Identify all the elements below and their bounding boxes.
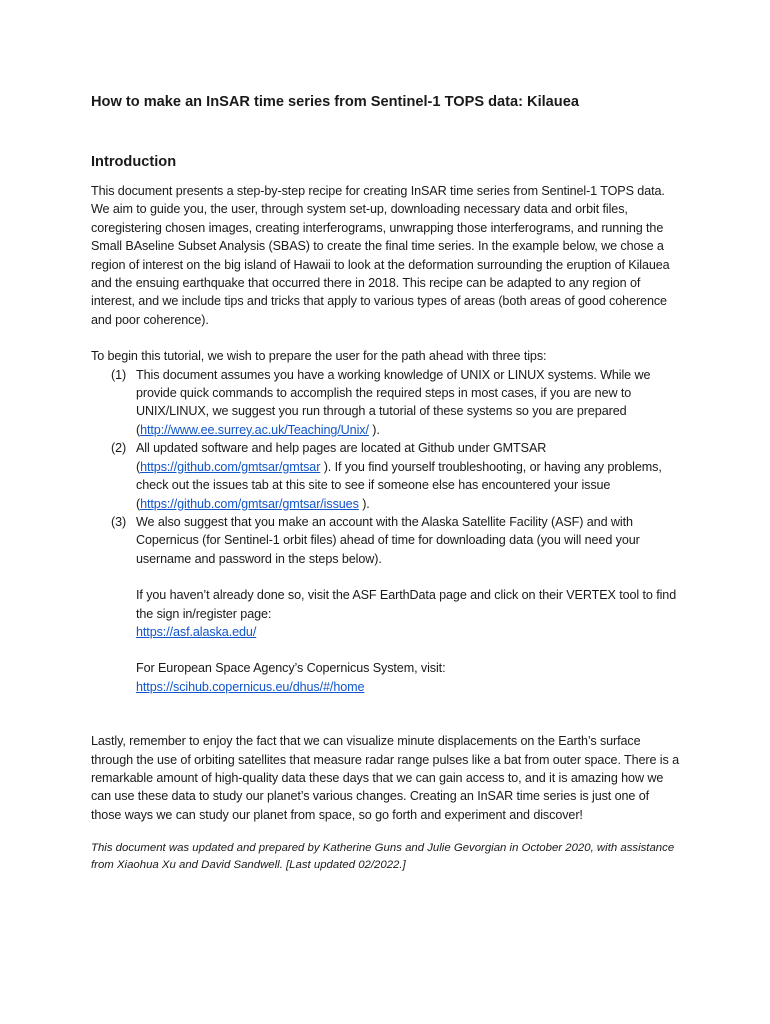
asf-link[interactable]: https://asf.alaska.edu/ [136,624,257,639]
asf-text: If you haven’t already done so, visit the ASF EarthData page and click on their VERTEX tool to find the sign in/register page: [136,588,677,621]
spacer [91,696,679,732]
tips-list [91,366,679,697]
tip-text: All updated software and help pages are located at Github under GMTSAR ( [136,441,547,474]
tip-item-1 [91,366,679,440]
document-body [91,92,679,874]
tip-number: (3) [111,514,127,529]
tip-text: We also suggest that you make an account with the Alaska Satellite Facility (ASF) and with Copernicus (for Sentinel-1 orbit files) ahead of time for downloading data (you will need your username and password in the steps below). [136,514,640,566]
esa-text: For European Space Agency’s Copernicus System, visit: [136,661,446,676]
tip-text-end: ). [368,422,380,437]
gmtsar-github-link[interactable]: https://github.com/gmtsar/gmtsar [140,459,321,474]
credit-note: This document was updated and prepared by Katherine Guns and Julie Gevorgian in October 2020, with assistance from Xiaohua Xu and David Sandwell. [Last updated 02/2022.] [91,842,675,872]
closing-paragraph: Lastly, remember to enjoy the fact that we can visualize minute displacements on the Earth’s surface through the use of orbiting satellites that measure radar range pulses like a bat from outer space. There is a remarkable amount of high-quality data these days that we can gain access to, and it is amazing how we can use these data to study our planet’s various changes. Creating an InSAR time series is just one of those ways we can study our planet from space, so go forth and experiment and discover! [91,734,680,822]
intro-paragraph: This document presents a step-by-step recipe for creating InSAR time series from Sentinel-1 TOPS data. We aim to guide you, the user, through system set-up, downloading necessary data and orbit files, coregistering chosen images, creating interferograms, unwrapping those interferograms, and running the Small BAseline Subset Analysis (SBAS) to create the final time series. In the example below, we chose a region of interest on the big island of Hawaii to look at the deformation surrounding the eruption of Kilauea and the ensuing earthquake that occurred there in 2018. This recipe can be adapted to any region of interest, and we include tips and tricks that apply to various types of areas (both areas of good coherence and poor coherence). [91,184,670,327]
section-heading-introduction: Introduction [91,154,177,170]
document-title: How to make an InSAR time series from Sentinel-1 TOPS data: Kilauea [91,94,579,110]
esa-block [136,659,679,696]
tip-text-end: ). [358,496,370,511]
tip-number: (2) [111,441,127,456]
tip-number: (1) [111,367,127,382]
tip-text-middle: ). If you find yourself troubleshooting, or having any problems, check out the issues tab at this site to see if someone else has encountered your issue ( [136,459,662,511]
copernicus-link[interactable]: https://scihub.copernicus.eu/dhus/#/home [136,679,365,694]
gmtsar-issues-link[interactable]: https://github.com/gmtsar/gmtsar/issues [140,496,359,511]
tip-text: This document assumes you have a working knowledge of UNIX or LINUX systems. While we provide quick commands to accomplish the required steps in most cases, if you are new to UNIX/LINUX, we suggest you run through a tutorial of these systems so you are prepared ( [136,367,651,437]
unix-tutorial-link[interactable]: http://www.ee.surrey.ac.uk/Teaching/Unix/ [140,422,369,437]
tips-intro: To begin this tutorial, we wish to prepare the user for the path ahead with three tips: [91,349,547,364]
tip-item-3 [91,513,679,696]
asf-block [136,586,679,641]
tip-item-2 [91,439,679,513]
